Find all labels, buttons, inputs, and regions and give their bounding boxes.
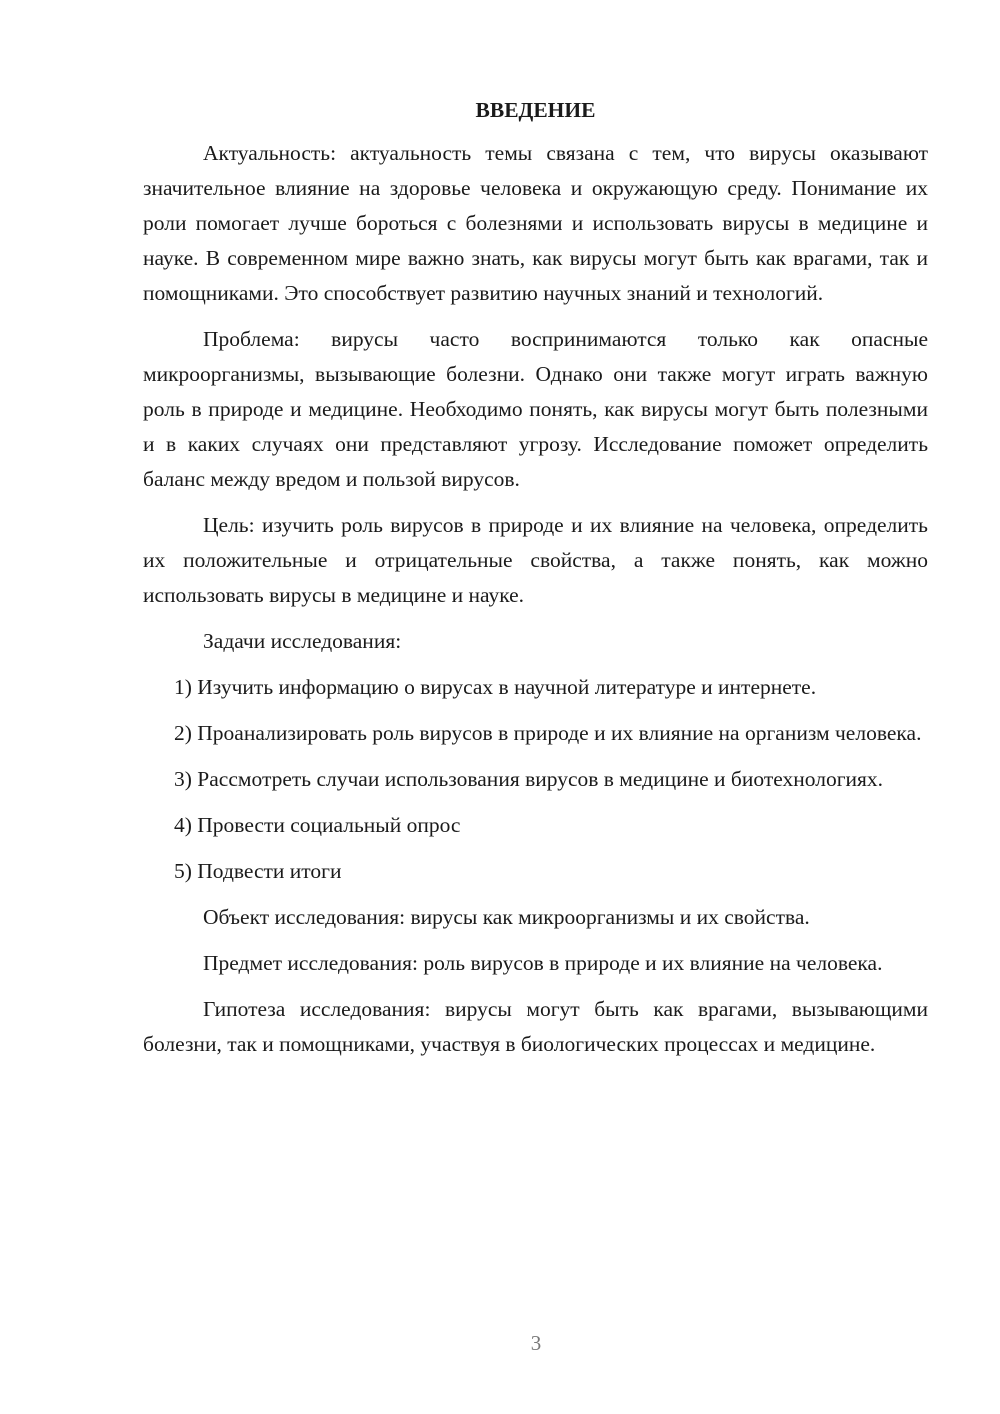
- task-item: 2) Проанализировать роль вирусов в природе и их влияние на организм человека.: [174, 721, 922, 745]
- paragraph-problem: Проблема: вирусы часто воспринимаются только как опасные микроорганизмы, вызывающие болезни. Однако они также могут играть важную роль в природе и медицине. Необходимо понять, как вирусы могут быть полезными и в каких случаях они представляют угрозу. Исследование поможет определить баланс между вредом и пользой вирусов.: [143, 327, 928, 491]
- paragraph-goal: Цель: изучить роль вирусов в природе и их влияние на человека, определить их положительные и отрицательные свойства, а также понять, как можно использовать вирусы в медицине и науке.: [143, 513, 928, 607]
- document-page: [143, 94, 928, 1073]
- paragraph-relevance: Актуальность: актуальность темы связана с тем, что вирусы оказывают значительное влияние на здоровье человека и окружающую среду. Понимание их роли помогает лучше бороться с болезнями и использовать вирусы в медицине и науке. В современном мире важно знать, как вирусы могут быть как врагами, так и помощниками. Это способствует развитию научных знаний и технологий.: [143, 141, 928, 305]
- section-title: ВВЕДЕНИЕ: [475, 98, 596, 122]
- paragraph-hypothesis: Гипотеза исследования: вирусы могут быть как врагами, вызывающими болезни, так и помощниками, участвуя в биологических процессах и медицине.: [143, 997, 928, 1056]
- page-number: 3: [530, 1331, 542, 1355]
- tasks-heading: Задачи исследования:: [203, 629, 402, 653]
- paragraph-object: Объект исследования: вирусы как микроорганизмы и их свойства.: [203, 905, 810, 929]
- task-item: 3) Рассмотреть случаи использования вирусов в медицине и биотехнологиях.: [174, 767, 884, 791]
- task-item: 5) Подвести итоги: [174, 859, 342, 883]
- task-item: 1) Изучить информацию о вирусах в научной литературе и интернете.: [174, 675, 817, 699]
- task-item: 4) Провести социальный опрос: [174, 813, 461, 837]
- paragraph-subject: Предмет исследования: роль вирусов в природе и их влияние на человека.: [203, 951, 883, 975]
